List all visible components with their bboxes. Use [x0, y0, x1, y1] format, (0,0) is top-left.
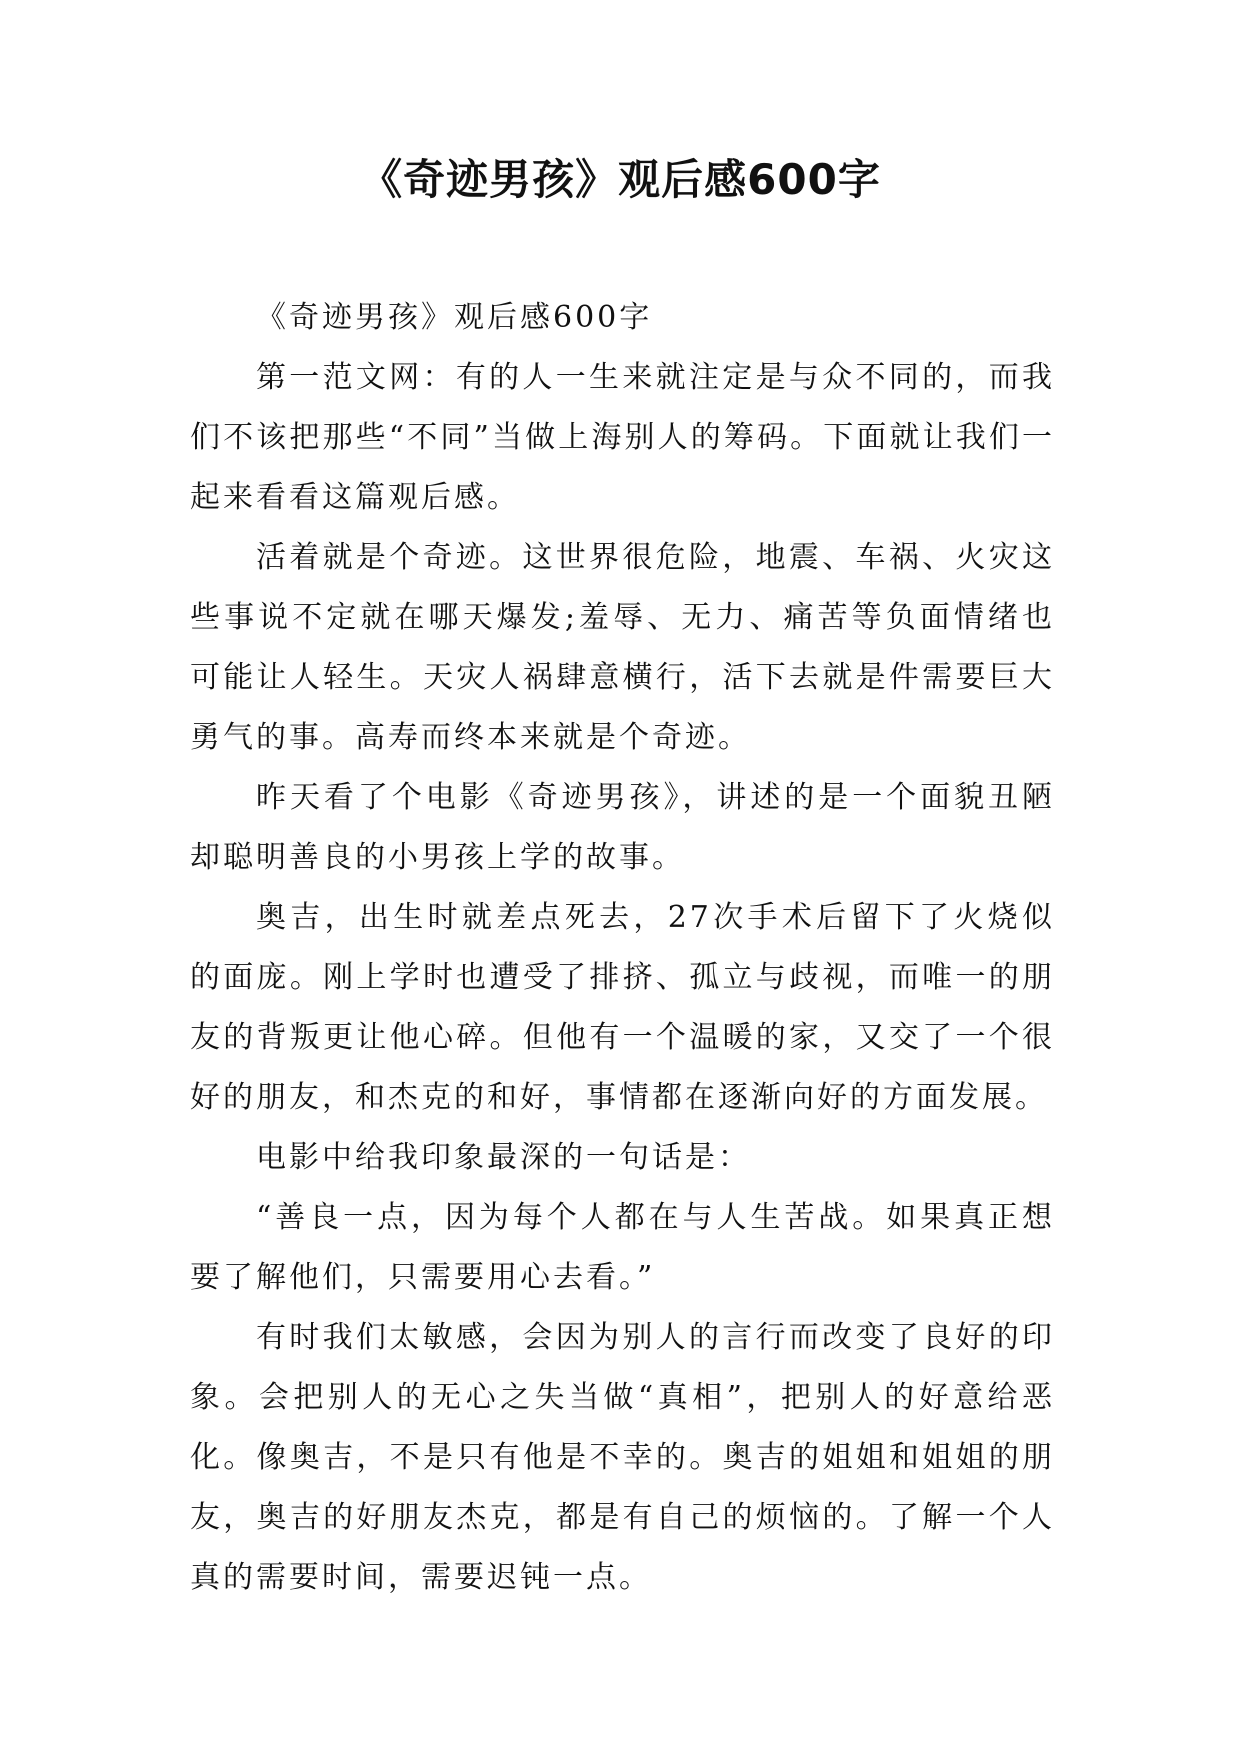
paragraph-intro: 第一范文网：有的人一生来就注定是与众不同的，而我们不该把那些“不同”当做上海别人的筹码。下面就让我们一起来看看这篇观后感。: [190, 360, 1055, 515]
paragraph-subtitle: 《奇迹男孩》观后感600字: [256, 300, 653, 335]
document-body: [190, 288, 1055, 1608]
paragraph-movie: 昨天看了个电影《奇迹男孩》，讲述的是一个面貌丑陋却聪明善良的小男孩上学的故事。: [190, 780, 1055, 875]
paragraph-reflection: 有时我们太敏感，会因为别人的言行而改变了良好的印象。会把别人的无心之失当做“真相”，把别人的好意给恶化。像奥吉，不是只有他是不幸的。奥吉的姐姐和姐姐的朋友，奥吉的好朋友杰克，都是有自己的烦恼的。了解一个人真的需要时间，需要迟钝一点。: [190, 1320, 1055, 1595]
paragraph-quote: “善良一点，因为每个人都在与人生苦战。如果真正想要了解他们，只需要用心去看。”: [190, 1200, 1055, 1295]
paragraph-quote-intro: 电影中给我印象最深的一句话是：: [256, 1140, 751, 1175]
document-title: 《奇迹男孩》观后感600字: [360, 155, 881, 204]
paragraph-auggie: 奥吉，出生时就差点死去，27次手术后留下了火烧似的面庞。刚上学时也遭受了排挤、孤立与歧视，而唯一的朋友的背叛更让他心碎。但他有一个温暖的家，又交了一个很好的朋友，和杰克的和好，事情都在逐渐向好的方面发展。: [190, 900, 1055, 1115]
paragraph-miracle: 活着就是个奇迹。这世界很危险，地震、车祸、火灾这些事说不定就在哪天爆发;羞辱、无力、痛苦等负面情绪也可能让人轻生。天灾人祸肆意横行，活下去就是件需要巨大勇气的事。高寿而终本来就是个奇迹。: [190, 540, 1055, 755]
